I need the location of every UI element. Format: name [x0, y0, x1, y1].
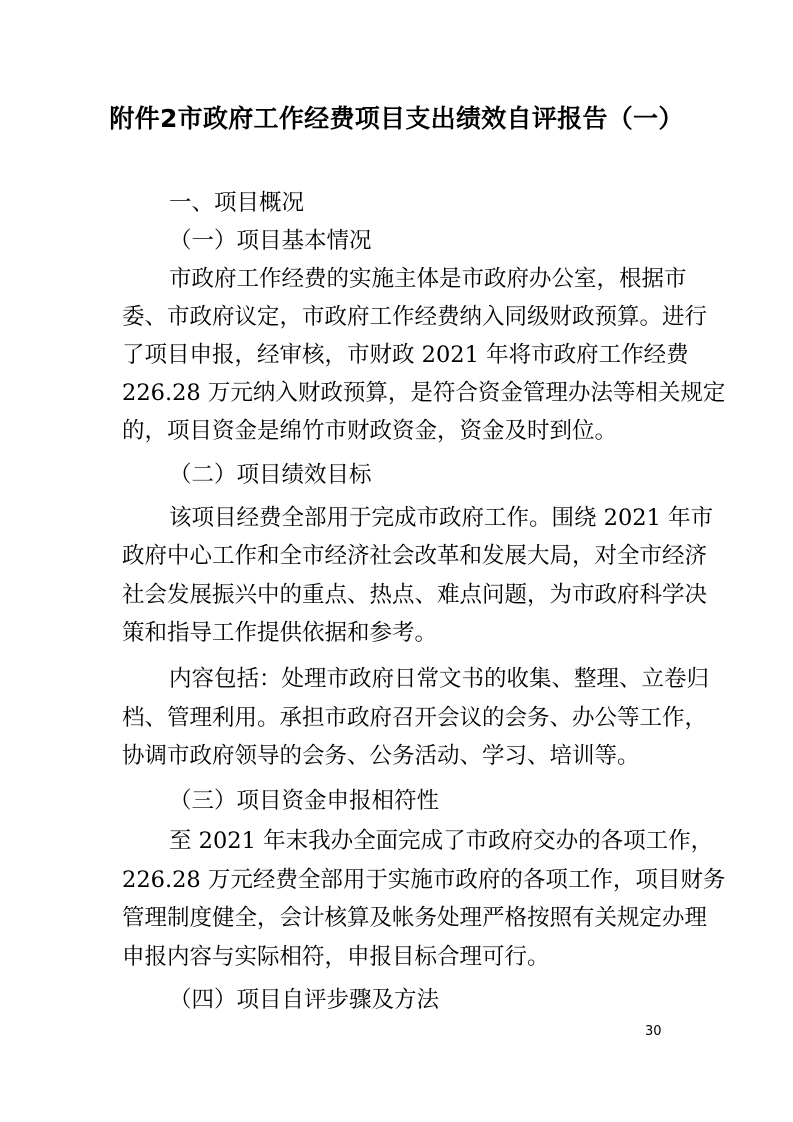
paragraph-line: 226.28 万元纳入财政预算，是符合资金管理办法等相关规定 [122, 380, 726, 406]
paragraph-line: 策和指导工作提供依据和参考。 [122, 620, 438, 646]
paragraph-line: 协调市政府领导的会务、公务活动、学习、培训等。 [122, 743, 640, 769]
paragraph-line: 的，项目资金是绵竹市财政资金，资金及时到位。 [122, 418, 618, 444]
paragraph-line: 委、市政府议定，市政府工作经费纳入同级财政预算。进行 [122, 304, 708, 330]
subsection-heading-2: （二）项目绩效目标 [169, 462, 372, 488]
subsection-heading-1: （一）项目基本情况 [169, 228, 372, 254]
paragraph-line: 档、管理利用。承担市政府召开会议的会务、办公等工作， [122, 705, 708, 731]
paragraph-line: 了项目申报，经审核，市财政 2021 年将市政府工作经费 [122, 342, 689, 368]
paragraph-line: 政府中心工作和全市经济社会改革和发展大局，对全市经济 [122, 543, 708, 569]
paragraph-line: 管理制度健全，会计核算及帐务处理严格按照有关规定办理 [122, 905, 708, 931]
paragraph-line: 内容包括：处理市政府日常文书的收集、整理、立卷归 [169, 666, 710, 692]
paragraph-line: 申报内容与实际相符，申报目标合理可行。 [122, 944, 550, 970]
paragraph-line: 社会发展振兴中的重点、热点、难点问题，为市政府科学决 [122, 582, 708, 608]
section-heading-1: 一、项目概况 [169, 190, 305, 216]
page-number: 30 [645, 1024, 662, 1039]
paragraph-line: 226.28 万元经费全部用于实施市政府的各项工作，项目财务 [122, 867, 726, 893]
subsection-heading-3: （三）项目资金申报相符性 [169, 788, 440, 814]
paragraph-line: 该项目经费全部用于完成市政府工作。围绕 2021 年市 [169, 505, 714, 531]
paragraph-line: 市政府工作经费的实施主体是市政府办公室，根据市 [169, 266, 687, 292]
page-title: 附件2市政府工作经费项目支出绩效自评报告（一） [109, 104, 684, 133]
subsection-heading-4: （四）项目自评步骤及方法 [169, 987, 440, 1013]
paragraph-line: 至 2021 年末我办全面完成了市政府交办的各项工作， [169, 828, 714, 854]
